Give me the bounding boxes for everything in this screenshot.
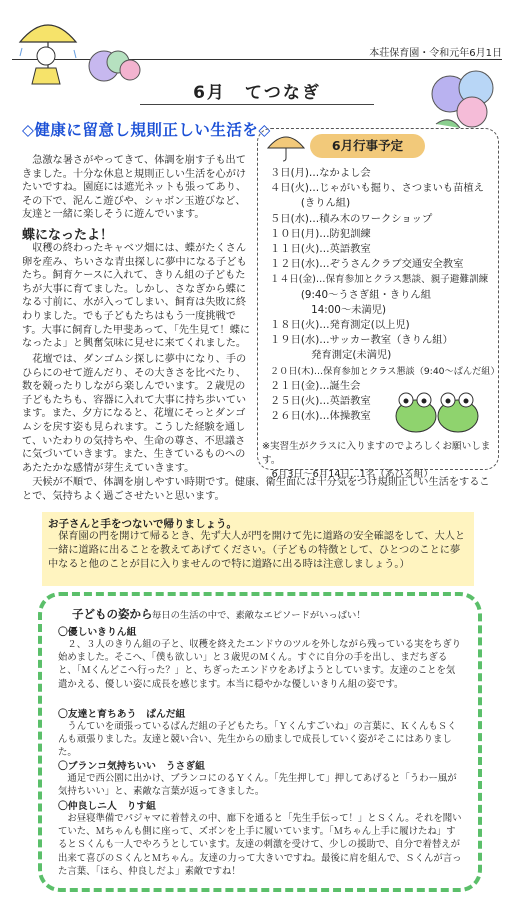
page-title: 6月 てつなぎ [193,83,321,103]
events-title: 6月行事予定 [310,134,425,158]
event-item: ４日(火)…じゃがいも掘り、さつまいも苗植え [270,182,484,195]
episode-body: 通足で西公園に出かけ、ブランコにのるＹくん。「先生押して」押してあげると「うわー風が気持ちいい」と、素敵な言葉が返ってきました。 [58,773,457,798]
event-item: 14:00～未満児) [270,303,387,316]
events-note [262,440,497,482]
notice-title: お子さんと手をつないで帰りましょう。 [48,518,237,530]
episode-body: うんていを頑張っているぱんだ組の子どもたち。「Ｙくんすごいね」の言葉に、ＫくんもＳくんも頑張りました。友達と競い合い、先生からの励ましで成長していく姿がそこにはありました。 [58,721,457,759]
event-item: (9:40～うさぎ組・きりん組 [270,288,431,301]
title-underline [140,104,374,105]
butterfly-heading: 蝶になったよ！ [22,228,114,243]
event-item: ５日(水)…積み木のワークショップ [270,212,433,225]
frogs-illustration [392,382,484,438]
event-item: ２１日(金)…誕生会 [270,379,361,392]
event-item: (きりん組) [270,197,351,210]
butterfly-paragraph-2: 花壇では、ダンゴムシ探しに夢中になり、手のひらにのせて遊んだり、その大きさを比べたり、数を競ったりしながら楽しんでいます。２歳児の子どもたちも、容器に入れて大事に持ち歩いています。また、夕方になると、花壇にそっとダンゴムシを戻す姿も見られます。こうした経験を通して、いたわりの気持ちや、生命の尊さ、不思議さに気づいていきます。また、生きているものへのあたたかな感情が芽生えていきます。 [22,354,247,474]
episodes-title: 子どもの姿から [72,607,153,621]
episode-panda [58,706,462,760]
episode-kirin [58,624,462,691]
health-paragraph: 天候が不順で、体調を崩しやすい時期です。健康、衛生面には十分気をつけ規則正しい生活をすることで、気持ちよく過ごさせたいと思います。 [22,477,490,502]
events-note-2: 6月3日～6月14日…1名（あひる組） [262,469,433,480]
event-item: 発育測定(未満児) [270,349,392,362]
episodes-subtitle: 毎日の生活の中で、素敵なエピソードがいっぱい！ [152,610,366,621]
event-item: ２０日(木)…保育参加とクラス懇談（9:40～ぱんだ組） [270,365,500,377]
umbrella-icon [266,130,306,162]
episode-heading: 〇仲良しニ人 りす組 [58,801,156,812]
event-item: ２５日(火)…英語教室 [270,395,371,408]
hydrangea-illustration [424,64,504,136]
notice-body: 保育園の門を開けて帰るとき、先ず大人が門を開けて先に道路の安全確認をして、大人と一緒に道路に出ることを教えてあげてください。（子どもの特徴として、ひとつのことに夢中なると他のことが目に入りませんので特に道路に出る時は注意しましょう。） [48,531,466,570]
event-item: １４日(金)…保育参加とクラス懇談、親子避難訓練 [270,274,489,286]
event-item: １９日(水)…サッカー教室（きりん組） [270,334,453,347]
episode-usagi [58,758,462,798]
episode-heading: 〇優しいきりん組 [58,627,137,638]
issue-date: 本荘保育園・令和元年6月1日 [369,48,502,59]
event-item: １２日(水)…ぞうさんクラブ交通安全教室 [270,258,464,271]
episode-heading: 〇友達と育ちあう ぱんだ組 [58,709,186,720]
episode-risu [58,798,462,878]
event-item: １０日(月)…防犯訓練 [270,227,371,240]
episode-heading: 〇ブランコ気持ちいい うさぎ組 [58,761,205,772]
event-item: ２６日(水)…体操教室 [270,410,371,423]
main-headline: ◇健康に留意し規則正しい生活を◇ [22,121,271,139]
intro-paragraph: 急激な暑さがやってきて、体調を崩す子も出てきました。十分な休息と規則正しい生活を心がけたいですね。園庭には遮光ネットも張ってあり、その下で、泥んこ遊びや、シャボン玉遊びなど、友達と一緒に楽しそうに遊んでいます。 [22,155,247,221]
episode-body: ２、３人のきりん組の子と、収穫を終えたエンドウのツルを外しながら残っている実をちぎり始めました。そこへ、「僕も欲しい」と３歳児のＭくん。すぐに自分の手を出し、まだちぎると、「Ｍくんどこへ行った？」と、ちぎったエンドウをあげようとしています。友達のことを気遣かえる、優しい姿に成長を感じます。本当に穏やかな優しいきりん組の姿です。 [58,639,461,690]
butterfly-paragraph-1: 収穫の終わったキャベツ畑には、蝶がたくさん卵を産み、ちいさな青虫探しに夢中になる子どもたち。飼育ケースに入れて、きりん組の子どもたちが大事に育てました。しかし、さなぎから蝶になる寸前に、水が入ってしまい、飼育は失敗に終わりました。でも子どもたちはもう一度挑戦です。大事に飼育した甲斐あって、「先生見て！蝶になったよ」と興奮気味に見せに来てくれました。 [22,243,251,350]
event-item: ３日(月)…なかよし会 [270,167,371,179]
event-item: １８日(火)…発育測定(以上児) [270,319,410,332]
event-item: １１日(火)…英語教室 [270,243,371,256]
episode-body: お昼寝準備でパジャマに着替えの中、廊下を通ると「先生手伝って！」とＳくん。それを聞いていた、Ｍちゃんも側に座って、ズボンを上手に履いています。「Ｍちゃん上手に履けたね」するとＳくんも一人でやろうとしています。友達の刺激を受けて、少しの援助で、自分で着替えが出来て喜びのＳくんとＭちゃん。友達の力って大きいですね。最後に肩を組んで、Ｓくんが言った言葉、「ほら、仲良しだよ」素敵ですね！ [58,813,462,877]
events-note-1: ※実習生がクラスに入りますのでよろしくお願いします。 [262,441,491,466]
girl-umbrella-illustration [14,12,86,88]
